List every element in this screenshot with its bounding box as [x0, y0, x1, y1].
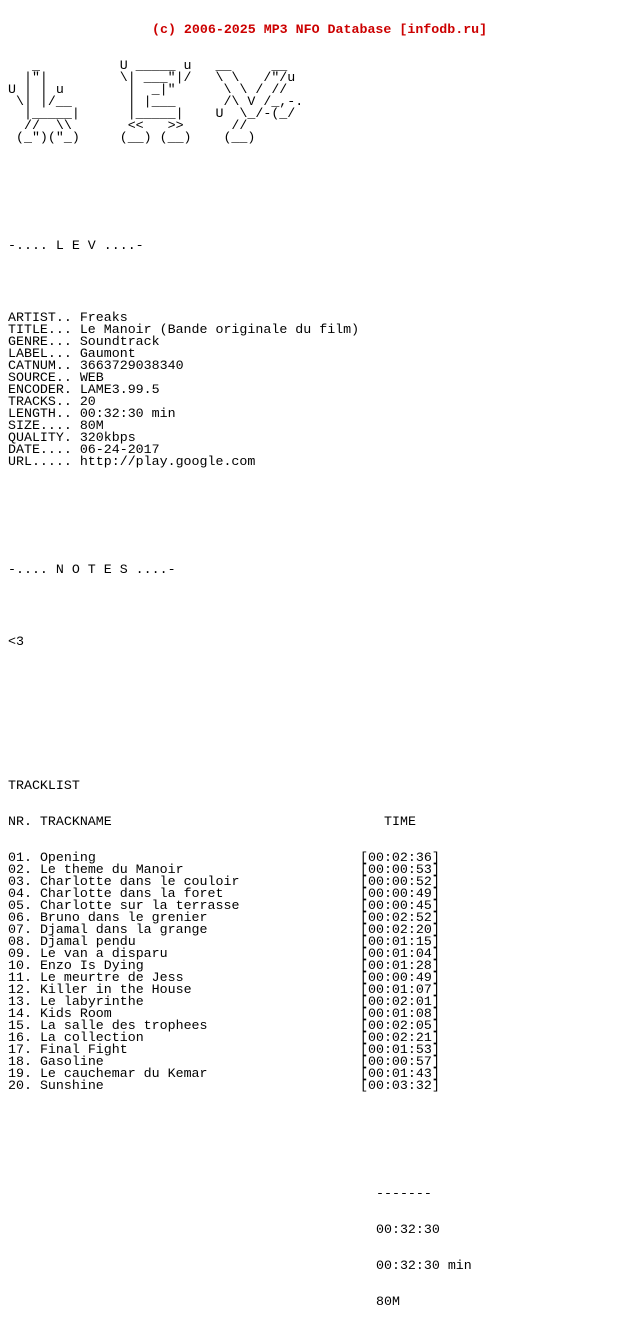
tracklist-header-nr: NR. TRACKNAME — [8, 814, 112, 829]
track-number: 16. — [8, 1030, 32, 1045]
site-header: (c) 2006-2025 MP3 NFO Database [infodb.ru] — [152, 22, 488, 37]
track-time: [00:00:57] — [360, 1054, 440, 1069]
totals-size: 80M — [376, 1294, 400, 1309]
totals-separator: ------- — [376, 1186, 432, 1201]
track-time: [00:01:15] — [360, 934, 440, 949]
tracklist-title: TRACKLIST — [8, 778, 80, 793]
info-key: QUALITY. — [8, 430, 72, 445]
track-time: [00:01:04] — [360, 946, 440, 961]
track-number: 06. — [8, 910, 32, 925]
track-time: [00:00:45] — [360, 898, 440, 913]
info-key: LABEL... — [8, 346, 72, 361]
track-name: Le cauchemar du Kemar — [39, 1066, 208, 1081]
notes-text: <3 — [8, 634, 24, 649]
artist-banner: -.... L E V ....- — [8, 238, 144, 253]
info-key: ENCODER. — [8, 382, 72, 397]
track-time: [00:02:01] — [360, 994, 440, 1009]
track-name: La salle des trophees — [39, 1018, 208, 1033]
track-name: Le labyrinthe — [39, 994, 144, 1009]
track-name: Djamal dans la grange — [39, 922, 208, 937]
track-number: 17. — [8, 1042, 32, 1057]
track-time: [00:02:05] — [360, 1018, 440, 1033]
track-row — [8, 1080, 487, 1092]
info-row — [8, 456, 487, 468]
track-name: Final Fight — [39, 1042, 128, 1057]
track-time: [00:00:49] — [360, 886, 440, 901]
track-name: Le theme du Manoir — [39, 862, 184, 877]
ascii-logo-line: // \\ << >> // — [8, 118, 248, 133]
info-value: 06-24-2017 — [79, 442, 160, 457]
track-name: Charlotte dans le couloir — [39, 874, 240, 889]
info-key: DATE.... — [8, 442, 72, 457]
track-time: [00:02:20] — [360, 922, 440, 937]
track-number: 01. — [8, 850, 32, 865]
info-key: GENRE... — [8, 334, 72, 349]
track-number: 05. — [8, 898, 32, 913]
tracklist-header-time: TIME — [384, 814, 416, 829]
info-key: SIZE.... — [8, 418, 72, 433]
track-time: [00:02:52] — [360, 910, 440, 925]
track-time: [00:01:43] — [360, 1066, 440, 1081]
track-name: Le van a disparu — [39, 946, 168, 961]
ascii-logo-line: \| |/__ | |___ /\ V /_,-. — [8, 94, 304, 109]
track-number: 20. — [8, 1078, 32, 1093]
track-number: 15. — [8, 1018, 32, 1033]
info-key: ARTIST.. — [8, 310, 72, 325]
info-key: URL..... — [8, 454, 72, 469]
tracklist — [8, 852, 487, 1092]
track-number: 03. — [8, 874, 32, 889]
info-value: 00:32:30 min — [79, 406, 176, 421]
track-number: 10. — [8, 958, 32, 973]
track-time: [00:01:53] — [360, 1042, 440, 1057]
totals-time: 00:32:30 — [376, 1222, 440, 1237]
notes-banner: -.... N O T E S ....- — [8, 562, 176, 577]
ascii-logo-line: U | | u | _|" \ \ / // — [8, 82, 288, 97]
info-value: LAME3.99.5 — [79, 382, 160, 397]
info-value: Freaks — [79, 310, 128, 325]
track-name: Opening — [39, 850, 96, 865]
info-value: 20 — [79, 394, 96, 409]
track-name: Kids Room — [39, 1006, 112, 1021]
track-time: [00:03:32] — [360, 1078, 440, 1093]
track-name: Charlotte sur la terrasse — [39, 898, 240, 913]
track-time: [00:01:28] — [360, 958, 440, 973]
track-number: 12. — [8, 982, 32, 997]
track-number: 04. — [8, 886, 32, 901]
track-name: Sunshine — [39, 1078, 104, 1093]
track-number: 19. — [8, 1066, 32, 1081]
info-key: LENGTH.. — [8, 406, 72, 421]
track-name: Djamal pendu — [39, 934, 136, 949]
info-value: Gaumont — [79, 346, 136, 361]
ascii-logo — [8, 60, 487, 144]
track-number: 07. — [8, 922, 32, 937]
track-time: [00:02:36] — [360, 850, 440, 865]
info-key: SOURCE.. — [8, 370, 72, 385]
nfo-document — [8, 0, 487, 1320]
track-number: 18. — [8, 1054, 32, 1069]
ascii-logo-line: |"| \| ___"|/ \ \ /"/u — [8, 70, 296, 85]
info-value: 320kbps — [79, 430, 136, 445]
track-name: La collection — [39, 1030, 144, 1045]
info-value: 3663729038340 — [79, 358, 184, 373]
track-number: 02. — [8, 862, 32, 877]
track-title — [8, 1080, 360, 1092]
release-info — [8, 312, 487, 468]
track-time: [00:00:52] — [360, 874, 440, 889]
info-value[interactable]: http://play.google.com — [79, 454, 256, 469]
info-value: Soundtrack — [79, 334, 160, 349]
tracklist-header — [8, 816, 487, 828]
info-key: CATNUM.. — [8, 358, 72, 373]
track-name: Bruno dans le grenier — [39, 910, 208, 925]
totals-length: 00:32:30 min — [376, 1258, 472, 1273]
info-value: Le Manoir (Bande originale du film) — [79, 322, 360, 337]
track-name: Enzo Is Dying — [39, 958, 144, 973]
track-time: [00:00:53] — [360, 862, 440, 877]
track-name: Gasoline — [39, 1054, 104, 1069]
track-number: 14. — [8, 1006, 32, 1021]
track-number: 13. — [8, 994, 32, 1009]
track-time: [00:00:49] — [360, 970, 440, 985]
info-value: WEB — [79, 370, 104, 385]
ascii-logo-line: _ U _____ u __ __ — [8, 58, 288, 73]
track-time: [00:02:21] — [360, 1030, 440, 1045]
track-time: [00:01:08] — [360, 1006, 440, 1021]
info-key: TRACKS.. — [8, 394, 72, 409]
track-number: 11. — [8, 970, 32, 985]
track-name: Killer in the House — [39, 982, 192, 997]
info-key: TITLE... — [8, 322, 72, 337]
track-time: [00:01:07] — [360, 982, 440, 997]
track-name: Charlotte dans la foret — [39, 886, 224, 901]
track-name: Le meurtre de Jess — [39, 970, 184, 985]
ascii-logo-line: |_____| |_____| U \_/-(_/ — [8, 106, 296, 121]
track-number: 08. — [8, 934, 32, 949]
ascii-logo-line: (_")("_) (__) (__) (__) — [8, 130, 256, 145]
track-number: 09. — [8, 946, 32, 961]
info-value: 80M — [79, 418, 104, 433]
